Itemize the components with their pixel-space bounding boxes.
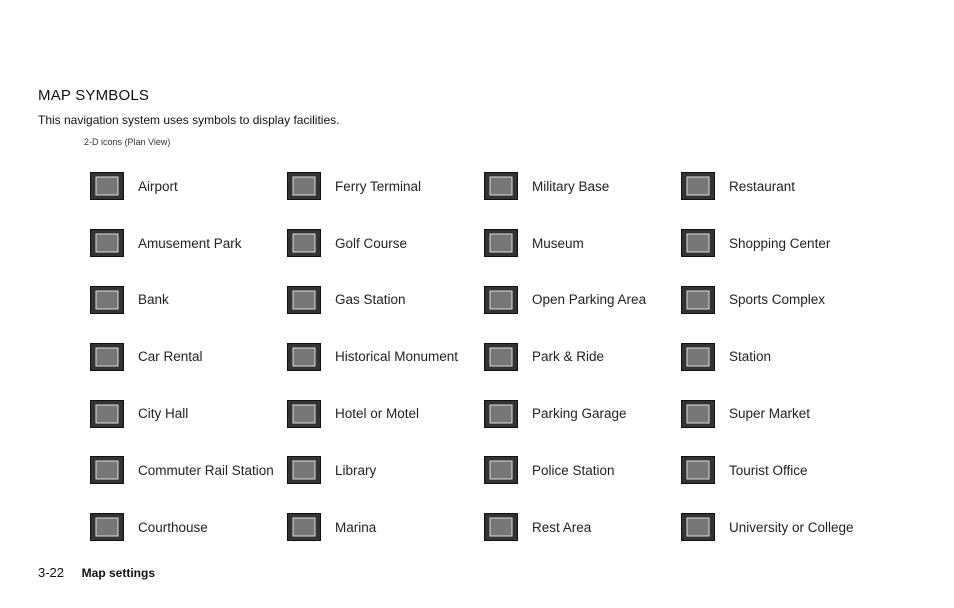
map-symbol-item [287,442,484,499]
map-symbol-item [484,158,681,215]
map-symbol-item [681,272,878,329]
map-symbol-item [484,385,681,442]
map-symbol-label: Police Station [532,462,615,478]
map-symbol-item [90,158,287,215]
map-symbol-item [90,215,287,272]
bank-icon [90,286,124,314]
police-icon [484,456,518,484]
map-symbol-label: Golf Course [335,235,408,251]
station-icon [681,343,715,371]
map-symbol-label: Historical Monument [335,349,459,365]
map-symbol-label: University or College [729,519,854,535]
library-icon [287,456,321,484]
map-symbol-item [484,328,681,385]
map-symbol-label: Rest Area [532,519,592,535]
map-symbol-label: Commuter Rail Station [138,462,274,478]
symbol-grid [90,158,880,538]
page-footer [38,565,155,580]
car-rental-icon [90,343,124,371]
city-hall-icon [90,400,124,428]
map-symbol-label: Park & Ride [532,349,605,365]
museum-icon [484,229,518,257]
map-symbol-item [90,328,287,385]
airport-icon [90,172,124,200]
map-symbol-item [90,442,287,499]
map-symbol-label: Parking Garage [532,406,627,422]
map-symbol-label: Car Rental [138,349,203,365]
map-symbol-item [90,272,287,329]
tourist-office-icon [681,456,715,484]
map-symbol-item [90,499,287,556]
monument-icon [287,343,321,371]
gas-station-icon [287,286,321,314]
rest-area-icon [484,513,518,541]
map-symbol-label: Super Market [729,406,811,422]
marina-icon [287,513,321,541]
map-symbol-label: Hotel or Motel [335,406,420,422]
page-title: MAP SYMBOLS [38,87,150,104]
university-icon [681,513,715,541]
map-symbol-item [90,385,287,442]
park-ride-icon [484,343,518,371]
intro-text: This navigation system uses symbols to display facilities. [38,113,340,127]
map-symbol-label: Courthouse [138,519,208,535]
map-symbol-item [287,215,484,272]
supermarket-icon [681,400,715,428]
map-symbol-item [681,158,878,215]
map-symbol-label: Ferry Terminal [335,178,422,194]
map-symbol-item [681,328,878,385]
map-symbol-item [287,158,484,215]
map-symbol-item [287,272,484,329]
ferry-icon [287,172,321,200]
courthouse-icon [90,513,124,541]
map-symbol-item [287,385,484,442]
map-symbol-label: Gas Station [335,292,406,308]
map-symbol-item [287,499,484,556]
map-symbol-item [681,385,878,442]
map-symbol-label: Restaurant [729,178,796,194]
map-symbol-item [484,499,681,556]
golf-icon [287,229,321,257]
map-symbol-label: Open Parking Area [532,292,647,308]
map-symbol-item [484,272,681,329]
map-symbol-label: Bank [138,292,169,308]
map-symbol-label: Airport [138,178,178,194]
hotel-icon [287,400,321,428]
map-symbol-label: Sports Complex [729,292,826,308]
map-symbol-label: Marina [335,519,377,535]
map-symbol-label: Military Base [532,178,610,194]
subheading: 2-D icons (Plan View) [84,137,171,147]
map-symbol-label: Amusement Park [138,235,242,251]
map-symbol-item [681,499,878,556]
parking-garage-icon [484,400,518,428]
map-symbol-item [484,215,681,272]
restaurant-icon [681,172,715,200]
commuter-rail-icon [90,456,124,484]
map-symbol-label: Station [729,349,772,365]
open-parking-icon [484,286,518,314]
amusement-park-icon [90,229,124,257]
map-symbol-label: Shopping Center [729,235,831,251]
map-symbol-item [484,442,681,499]
section-name: Map settings [81,566,155,580]
map-symbol-item [287,328,484,385]
shopping-icon [681,229,715,257]
map-symbol-item [681,442,878,499]
military-icon [484,172,518,200]
map-symbol-label: Museum [532,235,584,251]
sports-complex-icon [681,286,715,314]
map-symbol-label: Library [335,462,377,478]
map-symbol-item [681,215,878,272]
page-number: 3-22 [38,565,65,580]
map-symbol-label: City Hall [138,406,189,422]
map-symbol-label: Tourist Office [729,462,808,478]
